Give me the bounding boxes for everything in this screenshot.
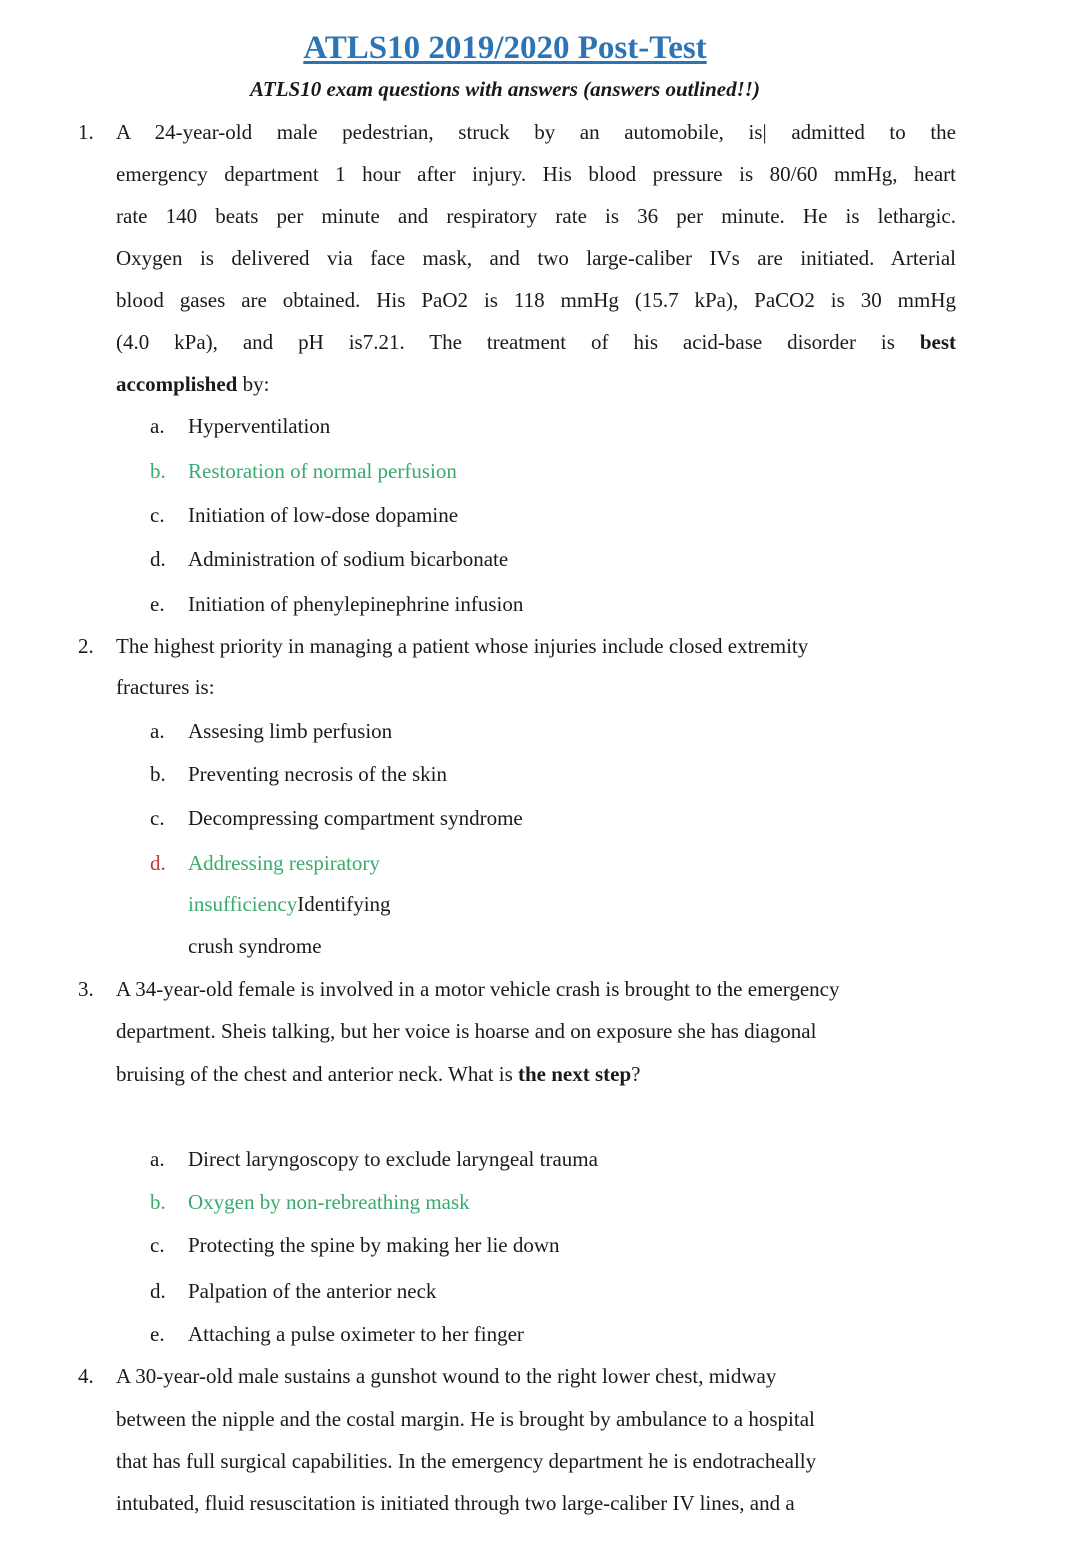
question-1-line-3: rate 140 beats per minute and respiratory rate is 36 per minute. He is lethargic.	[116, 204, 956, 228]
question-2-line-1: The highest priority in managing a patient whose injuries include closed extremity	[116, 634, 809, 658]
q1-option-b-text-correct: Restoration of normal perfusion	[188, 459, 457, 483]
question-3-line-3-text: bruising of the chest and anterior neck. What is	[116, 1062, 518, 1086]
question-4-line-4: intubated, fluid resuscitation is initiated through two large-caliber IV lines, and a	[116, 1491, 795, 1515]
q3-option-b-letter: b.	[150, 1190, 166, 1214]
q2-option-d-correct-tail: insufficiency	[188, 892, 298, 916]
question-4-line-1: A 30-year-old male sustains a gunshot wound to the right lower chest, midway	[116, 1364, 777, 1388]
q1-option-d-letter: d.	[150, 547, 166, 571]
question-4-number: 4.	[78, 1364, 94, 1388]
question-1-emphasis-best: best	[919, 330, 956, 354]
question-1-line-4: Oxygen is delivered via face mask, and two large-caliber IVs are initiated. Arterial	[116, 246, 956, 270]
question-1-line-1: A 24-year-old male pedestrian, struck by an automobile, is| admitted to the	[116, 120, 956, 144]
q1-option-a-letter: a.	[150, 414, 165, 438]
question-3-line-3	[116, 1059, 640, 1089]
q1-option-a-text: Hyperventilation	[188, 414, 331, 438]
q2-option-d-letter: d.	[150, 851, 166, 875]
question-1-emphasis-accomplished: accomplished	[116, 372, 238, 396]
question-1-line-7	[116, 369, 269, 399]
question-2-number: 2.	[78, 634, 94, 658]
q3-option-c-letter: c.	[150, 1233, 165, 1257]
question-1-line-6-text: (4.0 kPa), and pH is7.21. The treatment of his acid-base disorder is	[116, 330, 920, 354]
question-3-line-1: A 34-year-old female is involved in a motor vehicle crash is brought to the emergency	[116, 977, 840, 1001]
question-4-line-3: that has full surgical capabilities. In the emergency department he is endotracheally	[116, 1449, 817, 1473]
q1-option-c-letter: c.	[150, 503, 165, 527]
question-1-line-5: blood gases are obtained. His PaO2 is 118 mmHg (15.7 kPa), PaCO2 is 30 mmHg	[116, 288, 956, 312]
question-1-number: 1.	[78, 120, 94, 144]
question-4-line-2: between the nipple and the costal margin. He is brought by ambulance to a hospital	[116, 1407, 815, 1431]
q1-option-e-letter: e.	[150, 592, 165, 616]
question-3-emphasis-next-step: the next step	[518, 1062, 632, 1086]
q3-option-c-text: Protecting the spine by making her lie down	[188, 1233, 560, 1257]
question-3-line-2: department. Sheis talking, but her voice is hoarse and on exposure she has diagonal	[116, 1019, 817, 1043]
q1-option-d-text: Administration of sodium bicarbonate	[188, 547, 509, 571]
question-3-question-mark: ?	[631, 1062, 641, 1086]
q2-option-b-text: Preventing necrosis of the skin	[188, 762, 447, 786]
q2-option-e-continuation: crush syndrome	[188, 934, 322, 958]
q3-option-e-text: Attaching a pulse oximeter to her finger	[188, 1322, 524, 1346]
q2-option-a-letter: a.	[150, 719, 165, 743]
q3-option-a-text: Direct laryngoscopy to exclude laryngeal trauma	[188, 1147, 598, 1171]
q1-option-c-text: Initiation of low-dose dopamine	[188, 503, 459, 527]
q1-option-b-letter: b.	[150, 459, 166, 483]
q3-option-a-letter: a.	[150, 1147, 165, 1171]
question-1-line-6	[116, 327, 956, 357]
document-subtitle: ATLS10 exam questions with answers (answers outlined!!)	[250, 77, 760, 101]
question-2-line-2: fractures is:	[116, 675, 215, 699]
q3-option-d-letter: d.	[150, 1279, 166, 1303]
question-3-number: 3.	[78, 977, 94, 1001]
q2-option-c-letter: c.	[150, 806, 165, 830]
q2-option-b-letter: b.	[150, 762, 166, 786]
q2-option-a-text: Assesing limb perfusion	[188, 719, 393, 743]
q3-option-b-text-correct: Oxygen by non-rebreathing mask	[188, 1190, 470, 1214]
q3-option-e-letter: e.	[150, 1322, 165, 1346]
q1-option-e-text: Initiation of phenylepinephrine infusion	[188, 592, 524, 616]
q3-option-d-text: Palpation of the anterior neck	[188, 1279, 437, 1303]
q2-option-d-text-correct: Addressing respiratory	[188, 851, 380, 875]
document-title: ATLS10 2019/2020 Post-Test	[303, 30, 707, 66]
question-1-line-2: emergency department 1 hour after injury. His blood pressure is 80/60 mmHg, heart	[116, 162, 956, 186]
q2-option-e-merged-text: Identifying	[297, 892, 391, 916]
question-1-line-7-text: by:	[237, 372, 270, 396]
q2-option-c-text: Decompressing compartment syndrome	[188, 806, 523, 830]
q2-option-d-continuation	[188, 889, 391, 919]
